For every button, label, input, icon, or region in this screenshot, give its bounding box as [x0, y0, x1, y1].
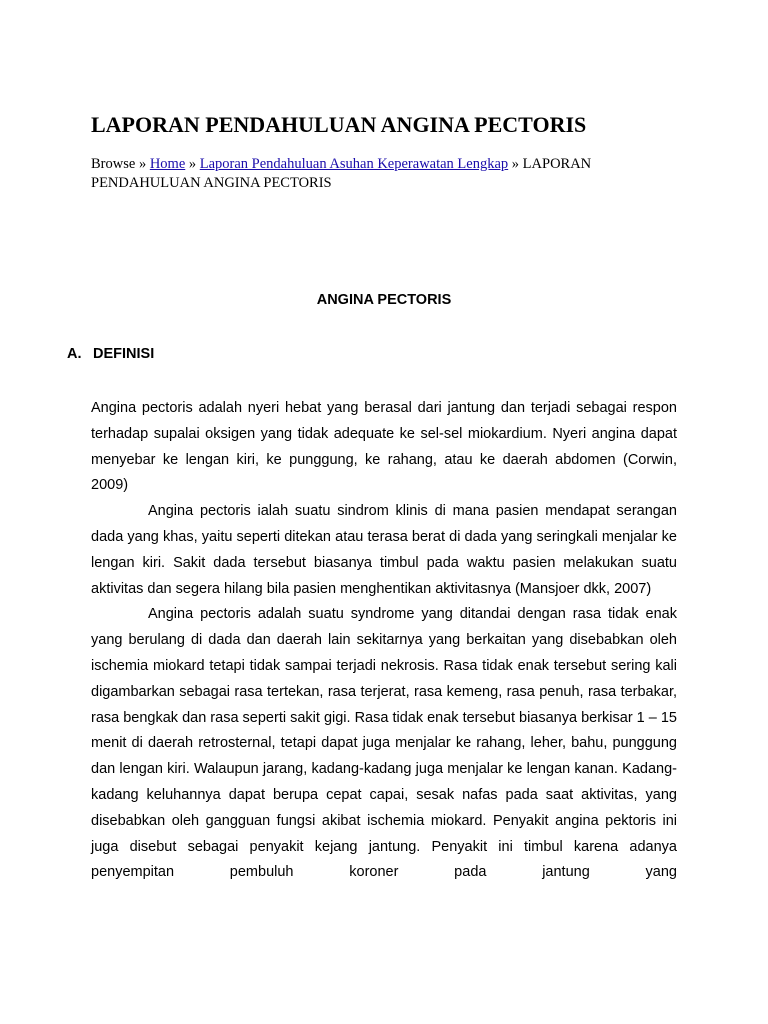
breadcrumb-home-link[interactable]: Home	[149, 156, 186, 172]
breadcrumb-prefix: Browse	[91, 156, 136, 172]
paragraph-3: Angina pectoris adalah suatu syndrome yang ditandai dengan rasa tidak enak yang berulang di dada dan daerah lain sekitarnya yang berkaitan yang disebabkan oleh ischemia miokard tetapi tidak sampai terjadi nekrosis. Rasa tidak enak tersebut sering kali digambarkan sebagai rasa tertekan, rasa terjerat, rasa kemeng, rasa penuh, rasa terbakar, rasa bengkak dan rasa seperti sakit gigi. Rasa tidak enak tersebut biasanya berkisar 1 – 15 menit di daerah retrosternal, tetapi dapat juga menjalar ke rahang, leher, bahu, punggung dan lengan kiri. Walaupun jarang, kadang-kadang juga menjalar ke lengan kanan. Kadang-kadang keluhannya dapat berupa cepat capai, sesak nafas pada saat aktivitas, yang disebabkan oleh gangguan fungsi akibat ischemia miokard. Penyakit angina pektoris ini juga disebut sebagai penyakit kejang jantung. Penyakit ini timbul karena adanya penyempitan pembuluh koroner pada jantung yang	[91, 606, 677, 881]
subheading-marker: A.	[67, 346, 82, 362]
breadcrumb-category-link[interactable]: Laporan Pendahuluan Asuhan Keperawatan Lengkap	[199, 156, 509, 172]
breadcrumb-separator: »	[188, 156, 197, 172]
paragraph-1: Angina pectoris adalah nyeri hebat yang berasal dari jantung dan terjadi sebagai respon terhadap supalai oksigen yang tidak adequate ke sel-sel miokardium. Nyeri angina dapat menyebar ke lengan kiri, ke punggung, ke rahang, atau ke daerah abdomen (Corwin, 2009)	[91, 400, 677, 494]
breadcrumb-separator: »	[138, 156, 147, 172]
definition-body	[91, 396, 677, 886]
breadcrumb-separator: »	[511, 156, 520, 172]
page-title: LAPORAN PENDAHULUAN ANGINA PECTORIS	[91, 112, 587, 137]
breadcrumb	[91, 155, 631, 193]
paragraph-2: Angina pectoris ialah suatu sindrom klinis di mana pasien mendapat serangan dada yang khas, yaitu seperti ditekan atau terasa berat di dada yang seringkali menjalar ke lengan kiri. Sakit dada tersebut biasanya timbul pada waktu pasien melakukan suatu aktivitas dan segera hilang bila pasien menghentikan aktivitasnya (Mansjoer dkk, 2007)	[91, 503, 677, 597]
section-heading: ANGINA PECTORIS	[316, 292, 452, 308]
subheading-definisi	[67, 344, 154, 364]
breadcrumb-current: LAPORAN PENDAHULUAN ANGINA PECTORIS	[91, 156, 592, 191]
subheading-label: DEFINISI	[93, 346, 155, 362]
